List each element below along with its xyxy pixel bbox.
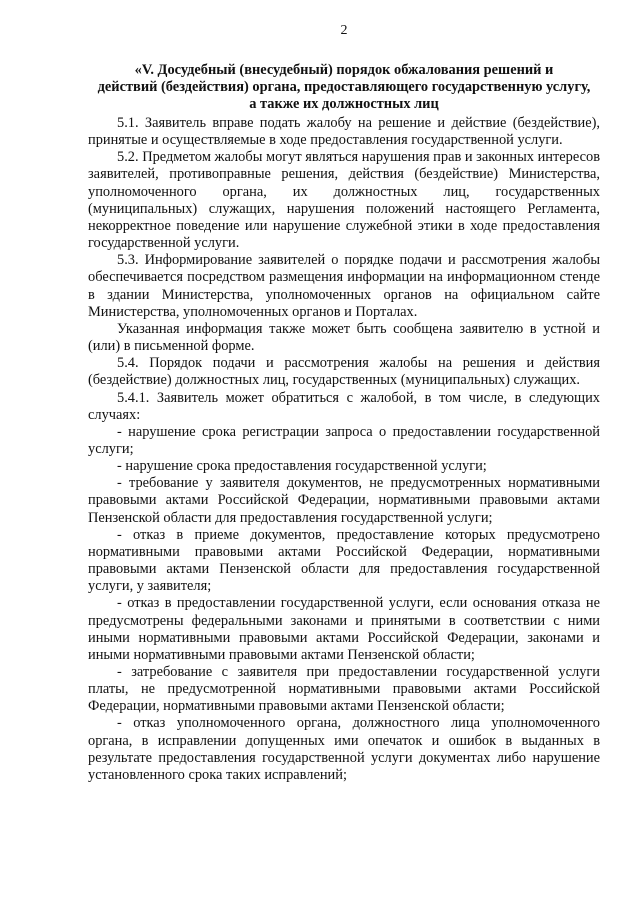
section-heading-line-2: действий (бездействия) органа, предоставляющего государственную услугу, — [97, 79, 591, 95]
paragraph-5-4: 5.4. Порядок подачи и рассмотрения жалобы на решения и действия (бездействие) должностных лиц, государственных (муниципальных) служащих. — [88, 355, 600, 389]
paragraph-5-2: 5.2. Предметом жалобы могут являться нарушения прав и законных интересов заявителей, противоправные решения, действия (бездействие) Министерства, уполномоченного органа, их должностных лиц, государственных (муниципальных) служащих, нарушения положений настоящего Регламента, некорректное поведение или нарушение служебной этики в ходе предоставления государственной услуги. — [88, 149, 600, 252]
paragraph-5-3: 5.3. Информирование заявителей о порядке подачи и рассмотрения жалобы обеспечивается посредством размещения информации на информационном стенде в здании Министерства, уполномоченных органов на официальном сайте Министерства, уполномоченных органов и Порталах. — [88, 252, 600, 320]
list-item-extra-documents: - требование у заявителя документов, не предусмотренных нормативными правовыми актами Российской Федерации, нормативными правовыми актами Пензенской области для предоставления государственной услуги; — [88, 475, 600, 526]
paragraph-5-4-1: 5.4.1. Заявитель может обратиться с жалобой, в том числе, в следующих случаях: — [88, 389, 600, 423]
section-heading-line-1: «V. Досудебный (внесудебный) порядок обжалования решений и — [134, 62, 554, 78]
list-item-correction-refusal: - отказ уполномоченного органа, должностного лица уполномоченного органа, в исправлении допущенных ими опечаток и ошибок в выданных в результате предоставления государственной услуги документах либо нарушение установленного срока таких исправлений; — [88, 715, 600, 783]
document-page — [88, 22, 600, 784]
list-item-service-deadline: - нарушение срока предоставления государственной услуги; — [117, 458, 487, 475]
list-item-refusal-acceptance: - отказ в приеме документов, предоставление которых предусмотрено нормативными правовыми актами Российской Федерации, нормативными правовыми актами Пензенской области для предоставления государственной услуги, у заявителя; — [88, 526, 600, 595]
list-item-refusal-service: - отказ в предоставлении государственной услуги, если основания отказа не предусмотрены федеральными законами и принятыми в соответствии с ними иными нормативными правовыми актами Российской Федерации, законами и иными нормативными правовыми актами Пензенской области; — [88, 595, 600, 663]
section-heading-line-3: а также их должностных лиц — [249, 96, 439, 112]
paragraph-info-oral: Указанная информация также может быть сообщена заявителю в устной и (или) в письменной форме. — [88, 320, 600, 355]
list-item-fee-demand: - затребование с заявителя при предоставлении государственной услуги платы, не предусмотренной нормативными правовыми актами Российской Федерации, нормативными правовыми актами Пензенской области; — [88, 664, 600, 715]
page-number: 2 — [340, 23, 348, 38]
list-item-registration-deadline: - нарушение срока регистрации запроса о предоставлении государственной услуги; — [88, 423, 600, 457]
section-heading — [88, 62, 600, 113]
paragraph-5-1: 5.1. Заявитель вправе подать жалобу на решение и действие (бездействие), принятые и осуществляемые в ходе предоставления государственной услуги. — [88, 115, 600, 149]
